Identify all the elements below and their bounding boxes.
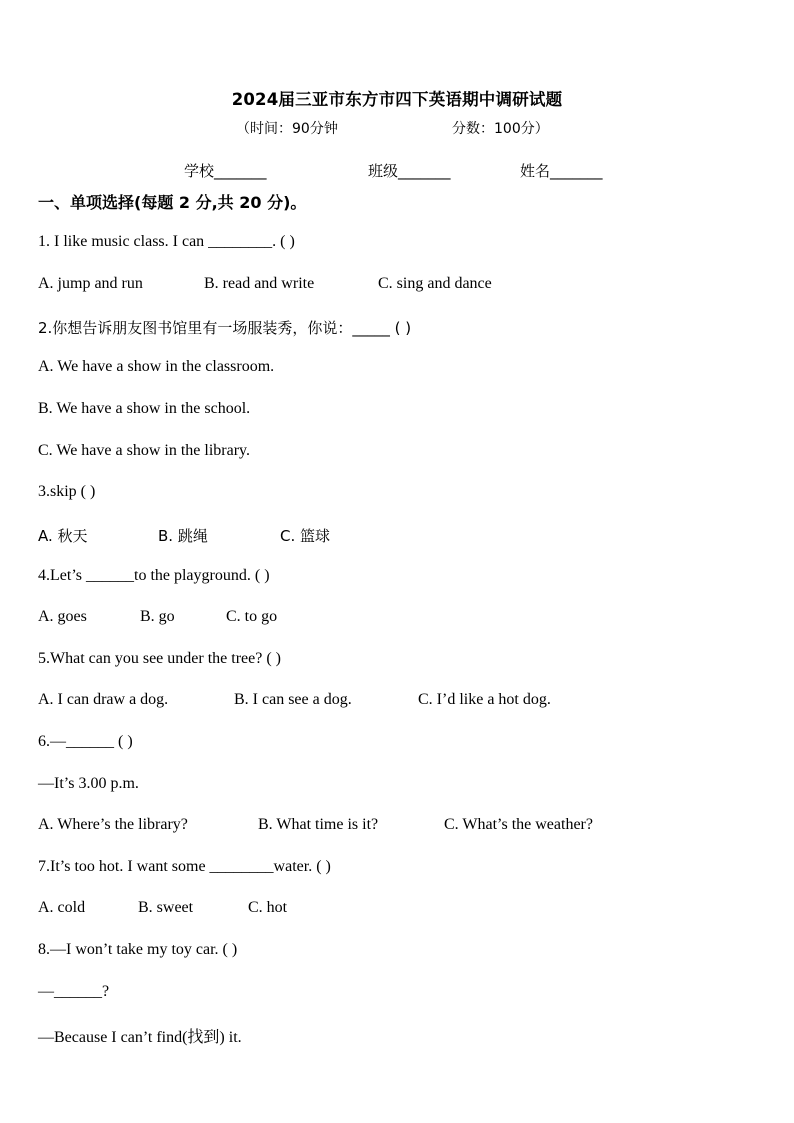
- question-6-option-a: A. Where’s the library?: [38, 816, 188, 833]
- page-title: 2024届三亚市东方市四下英语期中调研试题: [231, 90, 563, 109]
- question-7-option-b: B. sweet: [138, 899, 194, 916]
- question-7-option-a: A. cold: [38, 899, 86, 916]
- question-4-option-a: A. goes: [38, 608, 87, 625]
- question-5-option-c: C. I’d like a hot dog.: [418, 691, 551, 708]
- question-6-option-b: B. What time is it?: [258, 816, 379, 833]
- question-4-option-c: C. to go: [226, 608, 278, 625]
- school-field[interactable]: 学校_______: [184, 162, 267, 180]
- question-7-option-c: C. hot: [248, 899, 288, 916]
- question-3-option-a: A. 秋天: [38, 527, 88, 545]
- question-8-line-2: —Because I can’t find(找到) it.: [38, 1029, 242, 1046]
- question-3-option-b: B. 跳绳: [158, 527, 208, 545]
- question-4-option-b: B. go: [140, 608, 175, 625]
- exam-time: （时间：90分钟: [236, 121, 338, 137]
- question-2-option-c: C. We have a show in the library.: [38, 442, 250, 459]
- question-4-stem: 4.Let’s ______to the playground. ( ): [38, 567, 270, 584]
- question-7-stem: 7.It’s too hot. I want some ________water. ( ): [38, 858, 331, 875]
- question-8-line-1: —______?: [38, 983, 110, 1000]
- name-field[interactable]: 姓名_______: [520, 162, 603, 180]
- question-5-option-b: B. I can see a dog.: [234, 691, 352, 708]
- question-1-option-b: B. read and write: [204, 275, 315, 292]
- question-2-stem: 2.你想告诉朋友图书馆里有一场服装秀，你说：_____ ( ): [38, 319, 412, 337]
- question-3-stem: 3.skip ( ): [38, 483, 96, 500]
- question-5-option-a: A. I can draw a dog.: [38, 691, 169, 708]
- question-3-option-c: C. 篮球: [280, 527, 331, 545]
- question-5-stem: 5.What can you see under the tree? ( ): [38, 650, 281, 667]
- question-1-option-c: C. sing and dance: [378, 275, 492, 292]
- class-field[interactable]: 班级_______: [368, 162, 451, 180]
- question-6-stem: 6.—______ ( ): [38, 733, 133, 750]
- question-8-stem: 8.—I won’t take my toy car. ( ): [38, 941, 238, 958]
- question-2-option-b: B. We have a show in the school.: [38, 400, 251, 417]
- question-1-option-a: A. jump and run: [38, 275, 143, 292]
- question-1-stem: 1. I like music class. I can ________. ( ): [38, 233, 295, 250]
- question-6-answer-line: —It’s 3.00 p.m.: [38, 775, 139, 792]
- section-heading: 一、单项选择(每题 2 分,共 20 分)。: [38, 193, 307, 212]
- question-6-option-c: C. What’s the weather?: [444, 816, 593, 833]
- question-2-option-a: A. We have a show in the classroom.: [38, 358, 275, 375]
- exam-score: 分数：100分）: [452, 121, 549, 137]
